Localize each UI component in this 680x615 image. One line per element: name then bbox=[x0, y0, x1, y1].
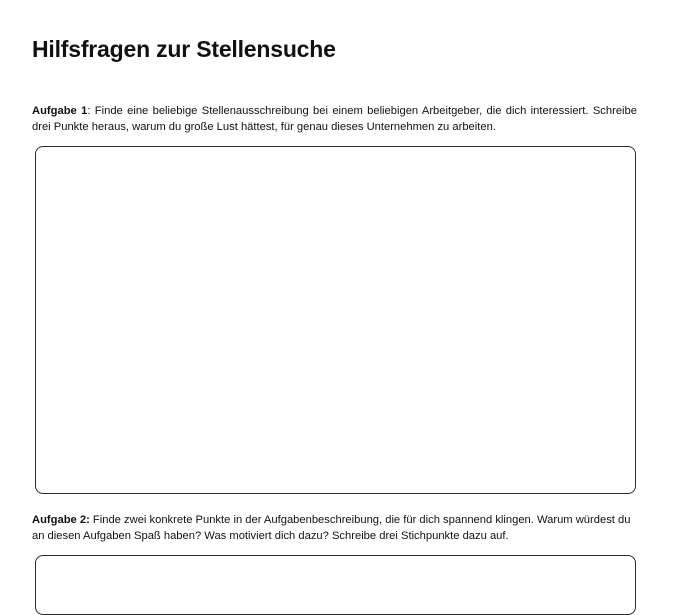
task-2-answer-box[interactable] bbox=[35, 555, 636, 615]
page-title: Hilfsfragen zur Stellensuche bbox=[32, 36, 336, 62]
task-1-separator: : bbox=[87, 105, 95, 117]
task-2-prompt bbox=[32, 512, 637, 544]
task-1-prompt bbox=[32, 103, 637, 135]
task-2-text: Finde zwei konkrete Punkte in der Aufgabenbeschreibung, die für dich spannend klingen. Warum würdest du an diesen Aufgaben Spaß haben? Was motiviert dich dazu? Schreibe drei Stichpunkte dazu auf. bbox=[32, 514, 631, 542]
task-1-text: Finde eine beliebige Stellenausschreibung bei einem beliebigen Arbeitgeber, die dich interessiert. Schreibe drei Punkte heraus, warum du große Lust hättest, für genau dieses Unternehmen zu arbeiten. bbox=[32, 105, 637, 133]
task-1-answer-box[interactable] bbox=[35, 146, 636, 494]
task-2-label: Aufgabe 2: bbox=[32, 514, 90, 526]
task-1-label: Aufgabe 1 bbox=[32, 105, 88, 117]
